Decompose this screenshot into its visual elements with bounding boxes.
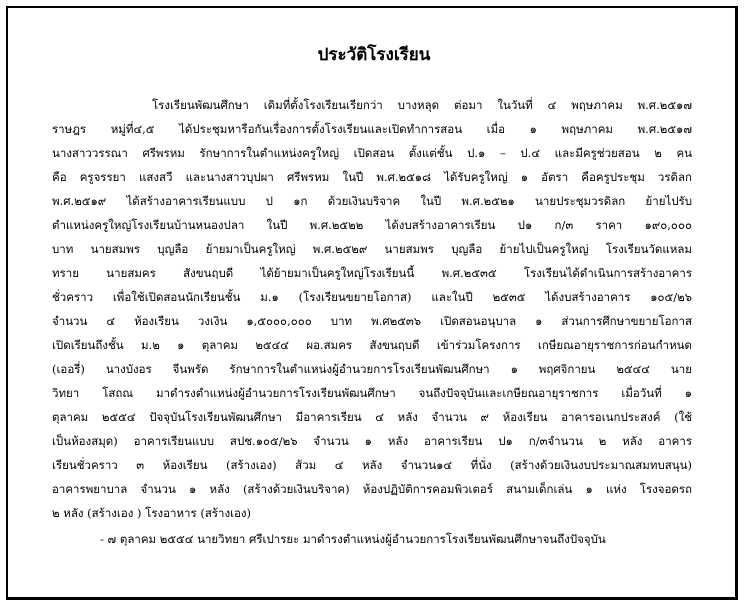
paragraph-line-8: ทราย นายสมคร สังขนฤบดี ได้ย้ายมาเป็นครูใหญ่โรงเรียนนี้ พ.ศ.๒๕๓๕ โรงเรียนได้ดำเนินการสร้างอาคาร — [52, 266, 692, 280]
paragraph-line-4: คือ ครูจรรยา แสงสวี และนางสาวบุปผา ศรีพรหม ในปี พ.ศ.๒๕๑๘ ได้รับครูใหญ่ ๑ อัตรา คือครูประชุม วรดิลก — [52, 170, 692, 184]
paragraph-line-3: นางสาววรรณา ศรีพรหม รักษาการในตำแหน่งครูใหญ่ เปิดสอน ตั้งแต่ชั้น ป.๑ – ป.๔ และมีครูช่วยสอน ๒ คน — [52, 146, 692, 160]
paragraph-line-15: เป็นห้องสมุด) อาคารเรียนแบบ สปช.๑๐๕/๒๖ จำนวน ๑ หลัง อาคารเรียน ป๑ ก/๓จำนวน ๒ หลัง อาคาร — [52, 434, 692, 448]
paragraph-line-5: พ.ศ.๒๕๑๙ ได้สร้างอาคารเรียนแบบ ป ๑ก ด้วยเงินบริจาค ในปี พ.ศ.๒๕๒๑ นายประชุมวรดิลก ย้ายไปรับ — [52, 194, 692, 208]
paragraph-line-9: ชั่วคราว เพื่อใช้เปิดสอนนักเรียนชั้น ม.๑ (โรงเรียนขยายโอกาส) และในปี ๒๕๓๕ ได้งบสร้างอาคาร ๑๐๕/๒๖ — [52, 290, 692, 304]
paragraph-line-18: ๒ หลัง (สร้างเอง ) โรงอาหาร (สร้างเอง) — [52, 506, 252, 520]
paragraph-line-17: อาคารพยาบาล จำนวน ๑ หลัง (สร้างด้วยเงินบริจาค) ห้องปฏิบัติการคอมพิวเตอร์ สนามเด็กเล่น ๑ แห่ง โรงจอดรถ — [52, 482, 692, 496]
paragraph-line-7: บาท นายสมพร บุญลือ ย้ายมาเป็นครูใหญ่ พ.ศ.๒๕๒๙ นายสมพร บุญลือ ย้ายไปเป็นครูใหญ่ โรงเรียนวัดแหลม — [52, 242, 692, 256]
paragraph-line-11: เปิดเรียนถึงชั้น ม.๒ ๑ ตุลาคม ๒๕๔๔ ผอ.สมคร สังขนฤบดี เข้าร่วมโครงการ เกษียณอายุราชการก่อนกำหนด — [52, 338, 692, 352]
paragraph-line-12: (เออรี่) นางบังอร จีนพรัด รักษาการในตำแหน่งผู้อำนวยการโรงเรียนพัฒนศึกษา ๑ พฤศจิกายน ๒๕๔๔ นาย — [52, 362, 692, 376]
closing-line: - ๗ ตุลาคม ๒๕๕๔ นายวิทยา ศรีเปารยะ มาดำรงตำแหน่งผู้อำนวยการโรงเรียนพัฒนศึกษาจนถึงปัจจุบัน — [100, 532, 606, 546]
paragraph-line-1: โรงเรียนพัฒนศึกษา เดิมที่ตั้งโรงเรียนเรียกว่า บางหลุด ต่อมา ในวันที่ ๔ พฤษภาคม พ.ศ.๒๕๑๗ — [152, 98, 692, 112]
paragraph-line-16: เรียนชั่วคราว ๓ ห้องเรียน (สร้างเอง) ส้วม ๔ หลัง จำนวน๑๔ ที่นั่ง (สร้างด้วยเงินงบประมาณสมทบสนุน) — [52, 458, 692, 472]
paragraph-line-10: จำนวน ๔ ห้องเรียน วงเงิน ๑,๕๐๐๐,๐๐๐ บาท พ.ศ๒๕๓๖ เปิดสอนอนุบาล ๑ ส่วนการศึกษาขยายโอกาส — [52, 314, 692, 328]
paragraph-line-6: ตำแหน่งครูใหญ่โรงเรียนบ้านหนองปลา ในปี พ.ศ.๒๕๒๒ ได้งบสร้างอาคารเรียน ป๑ ก/๓ ราคา ๑๙๐,๐๐๐ — [52, 218, 692, 232]
paragraph-line-2: ราษฎร หมู่ที่๔,๕ ได้ประชุมหารือกันเรื่องการตั้งโรงเรียนและเปิดทำการสอน เมื่อ ๑ พฤษภาคม พ.ศ.๒๕๑๗ — [52, 122, 692, 136]
paragraph-line-14: ตุลาคม ๒๕๕๔ ปัจจุบันโรงเรียนพัฒนศึกษา มีอาคารเรียน ๔ หลัง จำนวน ๙ ห้องเรียน อาคารอเนกประสงค์ (ใช้ — [52, 410, 692, 424]
paragraph-line-13: วิทยา โสถณ มาดำรงตำแหน่งผู้อำนวยการโรงเรียนพัฒนศึกษา จนถึงปัจจุบันและเกษียณอายุราชการ เมื่อวันที่ ๑ — [52, 386, 692, 400]
document-title: ประวัติโรงเรียน — [317, 45, 431, 65]
